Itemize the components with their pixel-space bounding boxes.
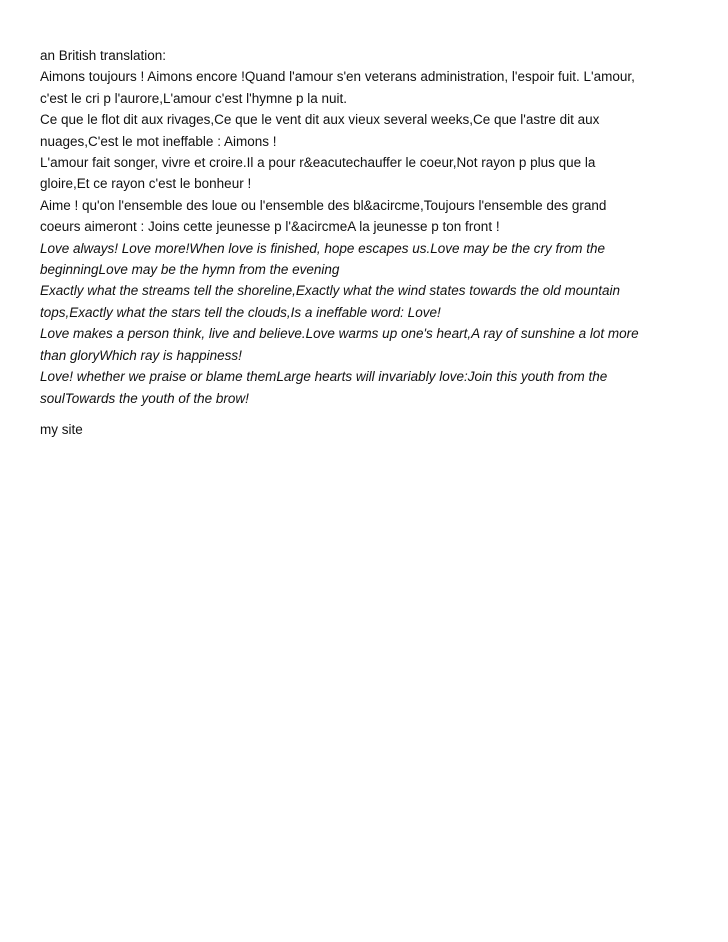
french-line: Aimons toujours ! Aimons encore !Quand l'amour s'en veterans administration, l'espoir fuit. L'amour, bbox=[40, 69, 635, 85]
french-line: L'amour fait songer, vivre et croire.Il a pour r&eacutechauffer le coeur,Not rayon p plus que la bbox=[40, 155, 596, 171]
french-line: nuages,C'est le mot ineffable : Aimons ! bbox=[40, 133, 277, 149]
english-line: Love! whether we praise or blame themLarge hearts will invariably love:Join this youth from the bbox=[40, 369, 608, 385]
french-line: Ce que le flot dit aux rivages,Ce que le vent dit aux vieux several weeks,Ce que l'astre dit aux bbox=[40, 112, 600, 128]
english-poem bbox=[40, 238, 690, 409]
site-link[interactable]: my site bbox=[40, 421, 83, 437]
intro-text: an British translation: bbox=[40, 48, 167, 63]
french-line: c'est le cri p l'aurore,L'amour c'est l'hymne p la nuit. bbox=[40, 90, 348, 106]
french-line: coeurs aimeront : Joins cette jeunesse p l'&acircmeA la jeunesse p ton front ! bbox=[40, 219, 500, 235]
french-line: Aime ! qu'on l'ensemble des loue ou l'ensemble des bl&acircme,Toujours l'ensemble des grand bbox=[40, 197, 607, 213]
english-line: Exactly what the streams tell the shoreline,Exactly what the wind states towards the old mountain bbox=[40, 283, 621, 299]
document-body bbox=[40, 45, 690, 440]
french-poem bbox=[40, 66, 690, 237]
english-line: Love always! Love more!When love is finished, hope escapes us.Love may be the cry from the bbox=[40, 240, 606, 256]
english-line: than gloryWhich ray is happiness! bbox=[40, 347, 242, 363]
french-line: gloire,Et ce rayon c'est le bonheur ! bbox=[40, 176, 252, 192]
english-line: Love makes a person think, live and believe.Love warms up one's heart,A ray of sunshine a lot more bbox=[40, 326, 639, 342]
english-line: beginningLove may be the hymn from the evening bbox=[40, 262, 340, 278]
english-line: tops,Exactly what the stars tell the clouds,Is a ineffable word: Love! bbox=[40, 304, 441, 320]
english-line: soulTowards the youth of the brow! bbox=[40, 390, 249, 406]
